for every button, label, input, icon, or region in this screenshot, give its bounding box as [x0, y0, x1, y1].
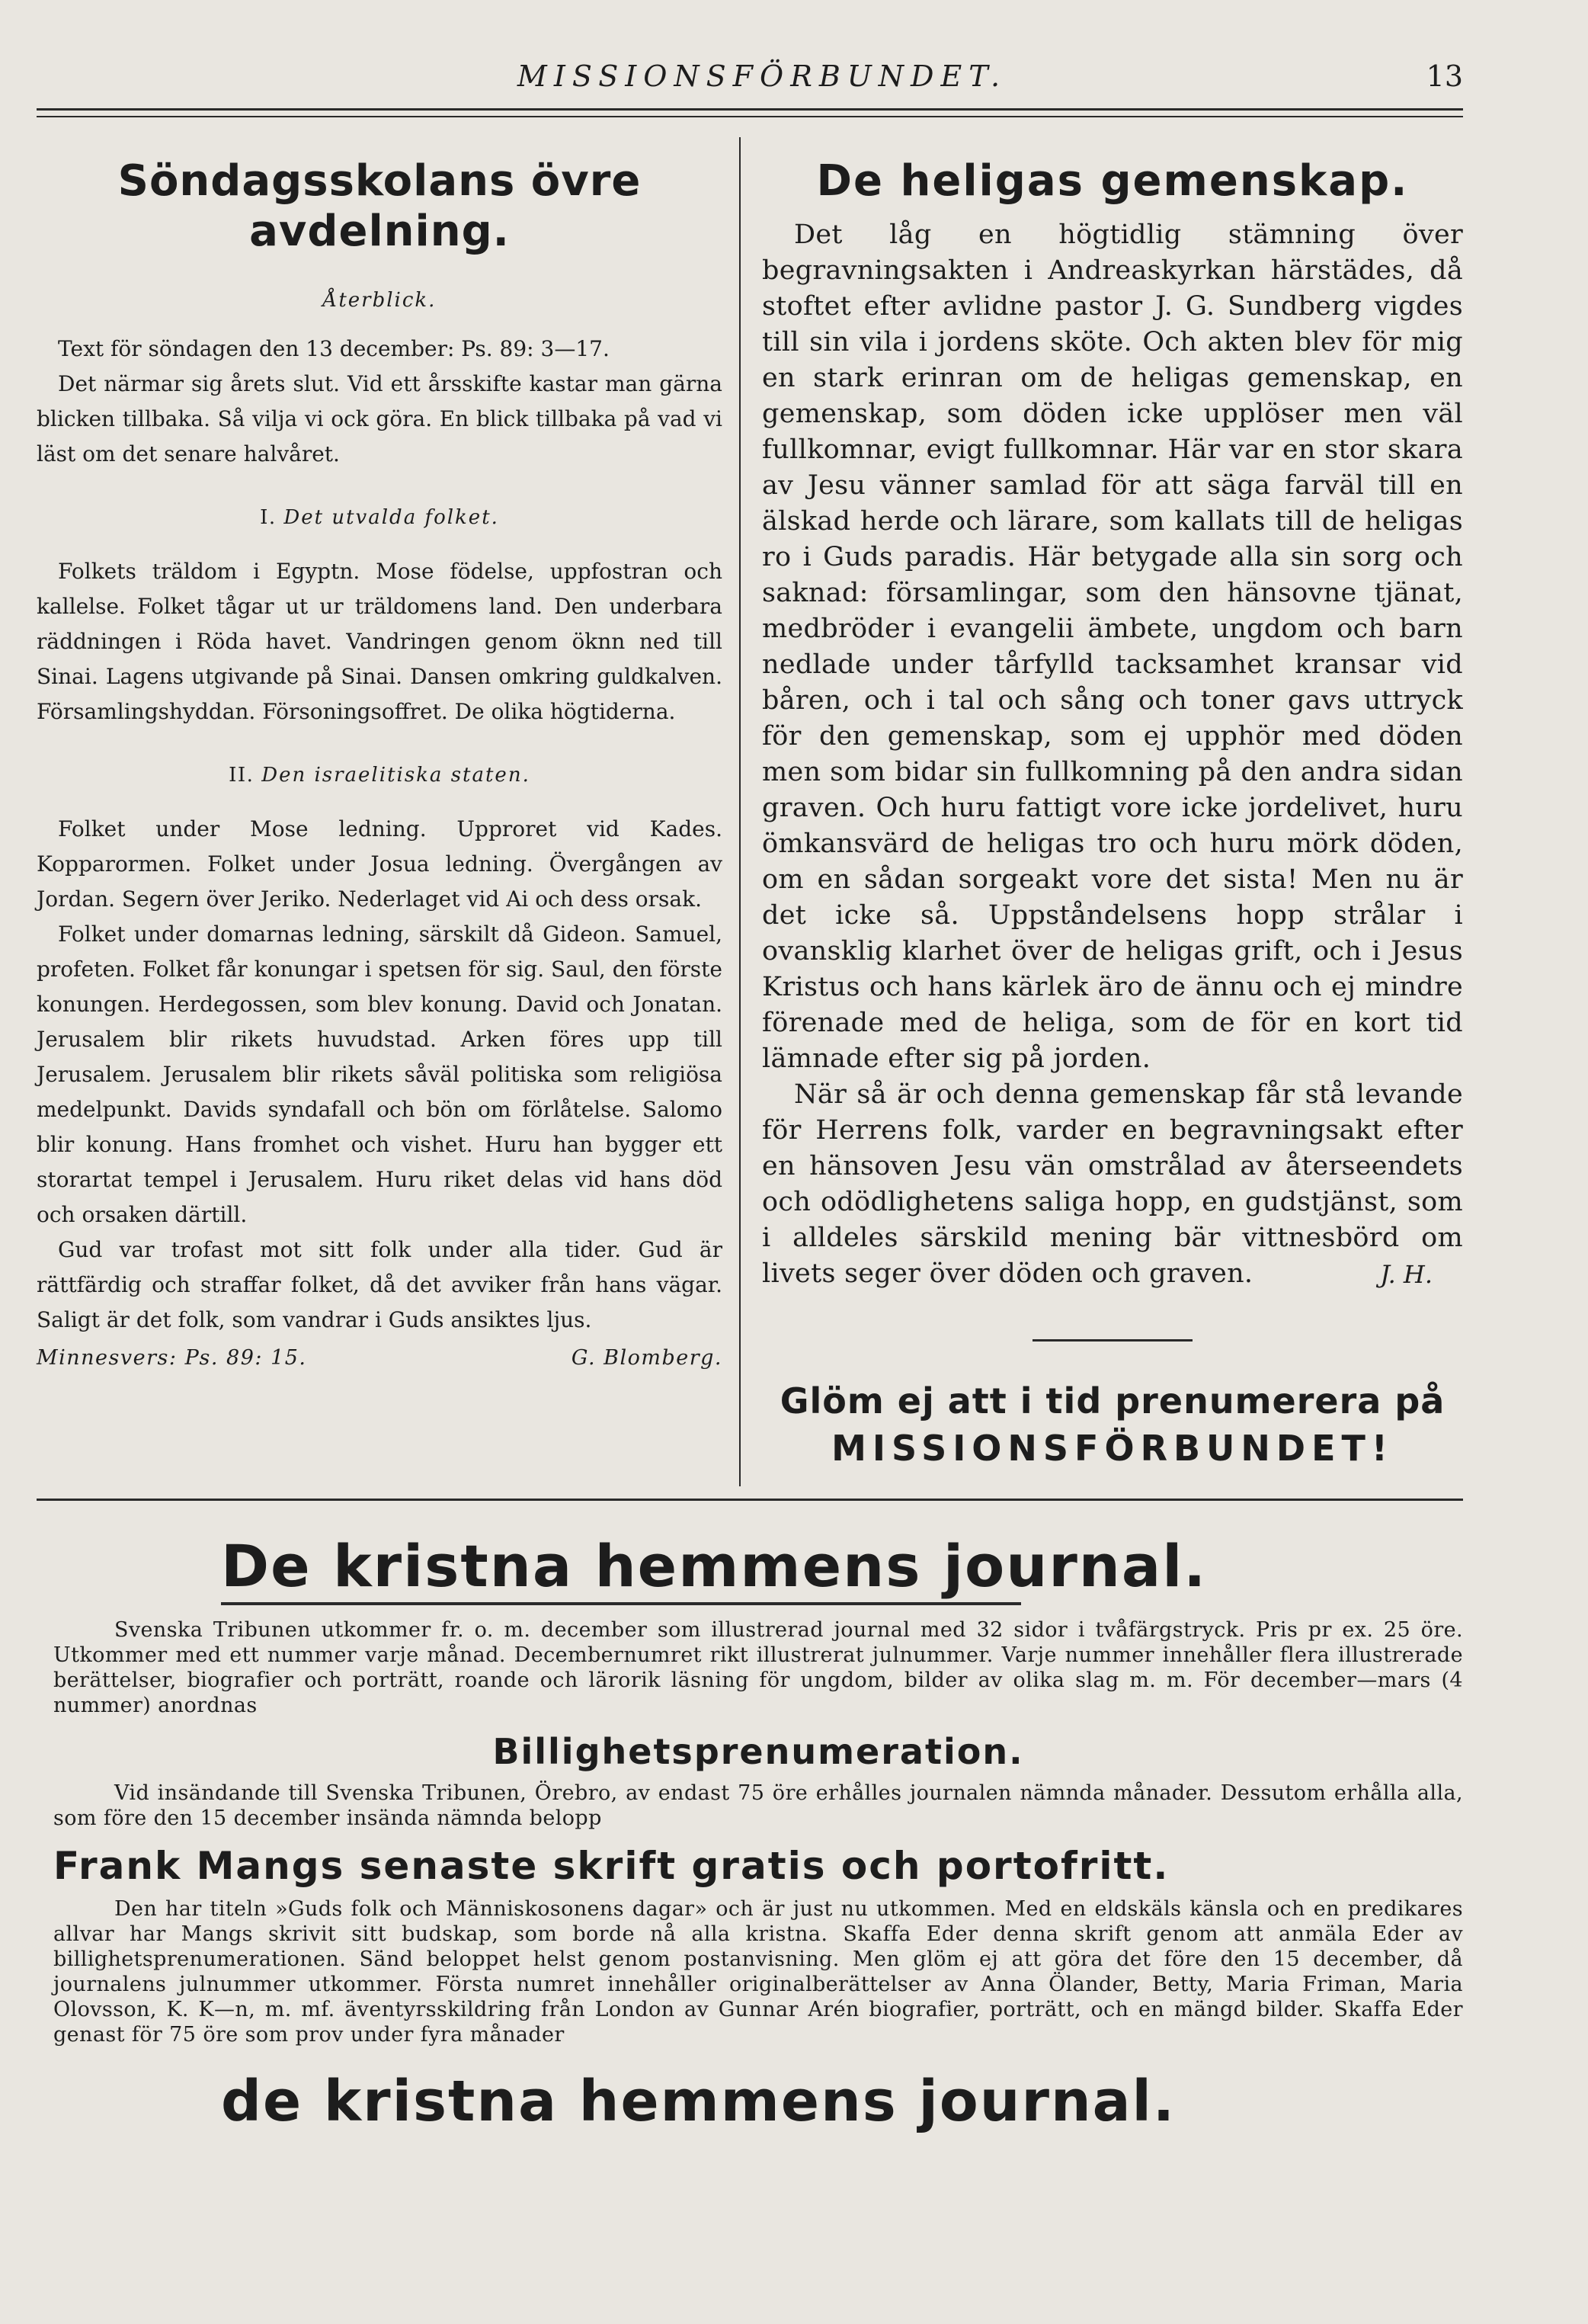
ad-closing-title: de kristna hemmens journal.: [221, 2069, 1177, 2134]
ad-paragraph: Svenska Tribunen utkommer fr. o. m. december som illustrerad journal med 32 sidor i tvåfärgstryck. Pris pr ex. 25 öre. Utkommer med ett nummer varje månad. Decembernumret rikt illustrerat julnummer. Varje nummer innehåller flera illustrerade berättelser, biografier och porträtt, roande och lärorik läsning för ungdom, bilder av olika slag m. m. För december—mars (4 nummer) anordnas: [53, 1618, 1463, 1717]
author-signature: G. Blomberg.: [571, 1346, 722, 1370]
section-heading-1: [37, 501, 722, 534]
header-rule-bottom: [37, 116, 1463, 117]
header-rule-top: [37, 108, 1463, 111]
subscription-reminder: Glöm ej att i tid prenumerera på: [780, 1380, 1446, 1422]
author-signature: J. H.: [1380, 1260, 1433, 1289]
section-title: Det utvalda folket.: [283, 506, 499, 529]
left-column-article: [37, 156, 722, 1376]
ad-title: De kristna hemmens journal.: [221, 1532, 1208, 1600]
right-column-article: [762, 156, 1463, 1470]
section-rule: [37, 1499, 1463, 1501]
article-title: Söndagsskolans övre avdelning.: [117, 156, 642, 256]
ad-title-underline: [221, 1602, 1021, 1605]
ad-paragraph: Den har titeln »Guds folk och Människosonens dagar» och är just nu utkommen. Med en eldskäls känsla och en predikares allvar har Mangs skrivit sitt budskap, som borde nå alla kristna. Skaffa Eder denna skrift genom att anmäla Eder av billighetsprenumerationen. Sänd beloppet helst genom postanvisning. Men glöm ej att göra det före den 15 december, då journalens julnummer utkommer. Första numret innehåller originalberättelser av Anna Ölander, Betty, Maria Friman, Maria Olovsson, K. K—n, m. mf. äventyrsskildring från London av Gunnar Arén biografier, porträtt, och en mängd bilder. Skaffa Eder genast för 75 öre som prov under fyra månader: [53, 1897, 1463, 2047]
text-reference: Text för söndagen den 13 december: Ps. 89: 3—17.: [58, 336, 610, 361]
article-title: De heligas gemenskap.: [816, 156, 1409, 206]
section-paragraph: Folket under Mose ledning. Upproret vid Kades. Kopparormen. Folket under Josua ledning. Övergången av Jordan. Segern över Jeriko. Nederlaget vid Ai och dess orsak.: [37, 816, 722, 912]
divider: [1033, 1339, 1193, 1342]
subscription-reminder-name: MISSIONSFÖRBUNDET!: [831, 1428, 1394, 1469]
section-paragraph: Folket under domarnas ledning, särskilt då Gideon. Samuel, profeten. Folket får konungar i spetsen för sig. Saul, den förste konungen. Herdegossen, som blev konung. David och Jonatan. Jerusalem blir rikets huvudstad. Arken föres upp till Jerusalem. Jerusalem blir rikets såväl politiska som religiösa medelpunkt. Davids syndafall och bön om förlåtelse. Salomo blir konung. Hans fromhet och vishet. Huru han bygger ett storartat tempel i Jerusalem. Huru riket delas vid hans död och orsaken därtill.: [37, 922, 722, 1227]
ad-gift-heading: Frank Mangs senaste skrift gratis och portofritt.: [53, 1844, 1170, 1888]
section-title: Den israelitiska staten.: [261, 764, 530, 787]
article-paragraph: Det låg en högtidlig stämning över begravningsakten i Andreaskyrkan härstädes, då stoftet efter avlidne pastor J. G. Sundberg vigdes till sin vila i jordens sköte. Och akten blev för mig en stark erinran om de heligas gemenskap, en gemenskap, som döden icke upplöser men väl fullkomnar, evigt fullkomnar. Här var en stor skara av Jesu vänner samlad för att säga farväl till en älskad herde och lärare, som kallats till de heligas ro i Guds paradis. Här betygade alla sin sorg och saknad: församlingar, som den hänsovne tjänat, medbröder i evangelii ämbete, ungdom och barn nedlade under tårfylld tacksamhet kransar vid båren, och i tal och sång och toner gavs uttryck för den gemenskap, som ej upphör med döden men som bidar sin fullkomning på den andra sidan graven. Och huru fattigt vore icke jordelivet, huru ömkansvärd de heligas tro och huru mörk döden, om en sådan sorgeakt vore det sista! Men nu är det icke så. Uppståndelsens hopp strålar i ovansklig klarhet över de heligas grift, och i Jesus Kristus och hans kärlek äro de ännu och ej mindre förenade med de heliga, som de för en kort tid lämnade efter sig på jorden.: [762, 220, 1463, 1074]
memory-verse: Minnesvers: Ps. 89: 15.: [37, 1346, 307, 1370]
running-header: MISSIONSFÖRBUNDET.: [517, 59, 1007, 93]
section-number: I.: [260, 506, 277, 529]
advertisement: [53, 1532, 1463, 2136]
section-paragraph: Folkets träldom i Egyptn. Mose födelse, uppfostran och kallelse. Folket tågar ut ur träldomens land. Den underbara räddningen i Röda havet. Vandringen genom öknn ned till Sinai. Lagens utgivande på Sinai. Dansen omkring guldkalven. Församlingshyddan. Försoningsoffret. De olika högtiderna.: [37, 559, 722, 724]
ad-paragraph: Vid insändande till Svenska Tribunen, Örebro, av endast 75 öre erhålles journalen nämnda månader. Dessutom erhålla alla, som före den 15 december insända nämnda belopp: [53, 1781, 1463, 1830]
article-subtitle: Återblick.: [322, 289, 437, 312]
memory-verse-row: [37, 1341, 722, 1376]
page-number: 13: [1426, 59, 1463, 93]
ad-offer-heading: Billighetsprenumeration.: [492, 1731, 1024, 1772]
section-number: II.: [229, 764, 255, 787]
article-paragraph: När så är och denna gemenskap får stå levande för Herrens folk, varder en begravningsakt efter en hänsoven Jesu vän omstrålad av återseendets och odödlighetens saliga hopp, en gudstjänst, som i alldeles särskild mening bär vittnesbörd om livets seger över döden och graven.: [762, 1079, 1463, 1289]
column-divider: [739, 137, 741, 1486]
section-paragraph: Gud var trofast mot sitt folk under alla tider. Gud är rättfärdig och straffar folket, då det avviker från hans vägar. Saligt är det folk, som vandrar i Guds ansiktes ljus.: [37, 1237, 722, 1332]
section-heading-2: [37, 758, 722, 792]
intro-paragraph: Det närmar sig årets slut. Vid ett årsskifte kastar man gärna blicken tillbaka. Så vilja vi ock göra. En blick tillbaka på vad vi läst om det senare halvåret.: [37, 371, 722, 466]
